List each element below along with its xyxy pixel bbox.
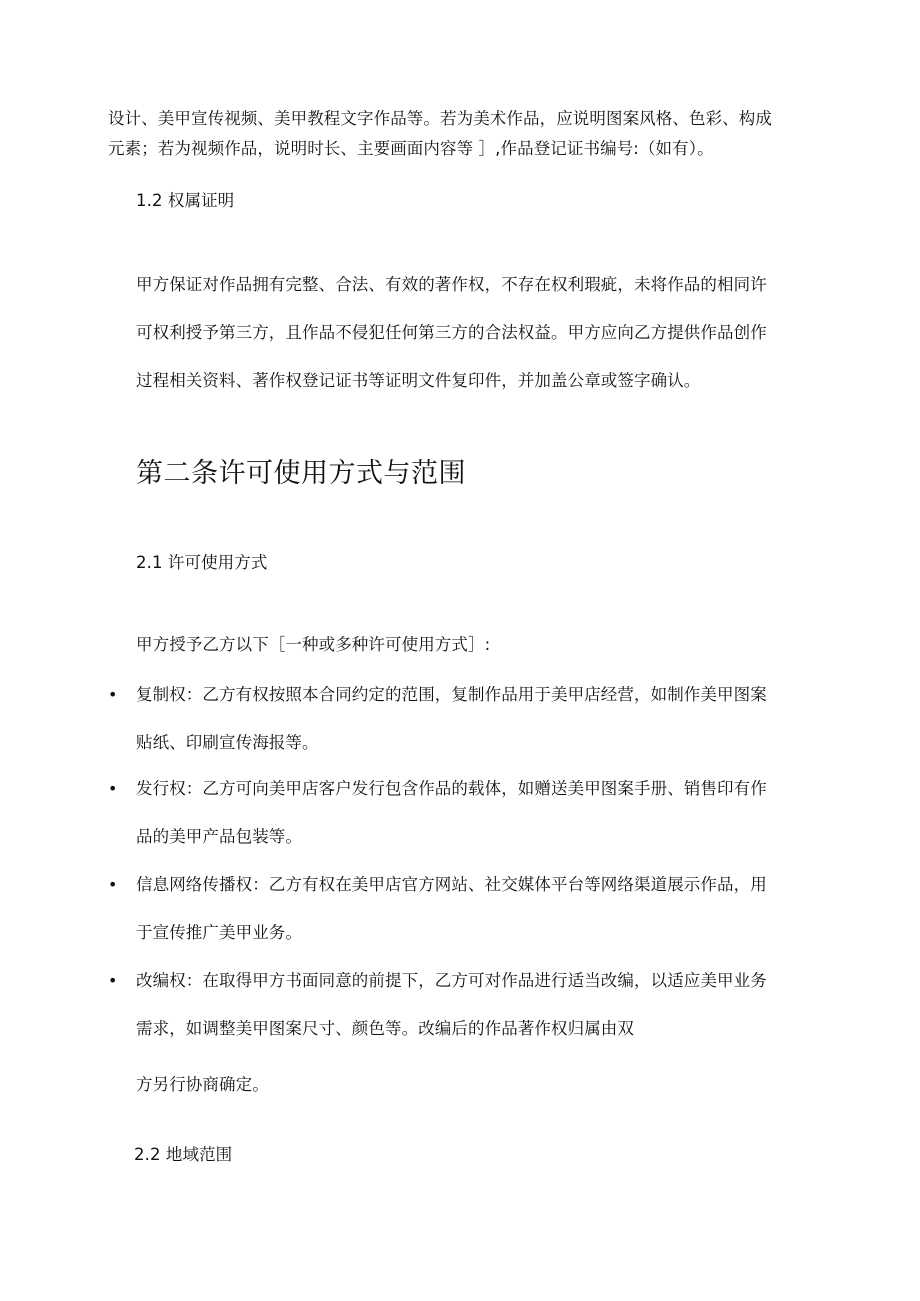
list-item-line: 需求，如调整美甲图案尺寸、颜色等。改编后的作品著作权归属由双 <box>136 1019 634 1038</box>
list-item-line: 复制权：乙方有权按照本合同约定的范围，复制作品用于美甲店经营，如制作美甲图案 <box>136 685 767 704</box>
list-item-line: 改编权：在取得甲方书面同意的前提下，乙方可对作品进行适当改编，以适应美甲业务 <box>136 971 767 990</box>
section-lead: 甲方授予乙方以下［一种或多种许可使用方式］: <box>136 635 491 654</box>
section-title-2-1: 2.1 许可使用方式 <box>136 553 268 572</box>
bullet-icon: • <box>108 875 118 894</box>
intro-line-2: 元素；若为视频作品，说明时长、主要画面内容等 ］,作品登记证书编号:（如有）。 <box>108 139 714 158</box>
section-title-2-2: 2.2 地域范围 <box>134 1145 233 1164</box>
list-item-line: 品的美甲产品包装等。 <box>136 827 302 846</box>
list-item-line: 于宣传推广美甲业务。 <box>136 923 302 942</box>
paragraph-line: 可权利授予第三方，且作品不侵犯任何第三方的合法权益。甲方应向乙方提供作品创作 <box>136 323 767 342</box>
paragraph-line: 甲方保证对作品拥有完整、合法、有效的著作权，不存在权利瑕疵，未将作品的相同许 <box>136 275 767 294</box>
bullet-icon: • <box>108 779 118 798</box>
article-heading: 第二条许可使用方式与范围 <box>136 458 466 489</box>
list-item-line: 发行权：乙方可向美甲店客户发行包含作品的载体，如赠送美甲图案手册、销售印有作 <box>136 779 767 798</box>
paragraph-line: 过程相关资料、著作权登记证书等证明文件复印件，并加盖公章或签字确认。 <box>136 371 701 390</box>
section-title-1-2: 1.2 权属证明 <box>136 191 235 210</box>
list-item-line: 方另行协商确定。 <box>136 1075 269 1094</box>
intro-line-1: 设计、美甲宣传视频、美甲教程文字作品等。若为美术作品，应说明图案风格、色彩、构成 <box>108 109 772 128</box>
list-item-line: 贴纸、印刷宣传海报等。 <box>136 733 319 752</box>
bullet-icon: • <box>108 971 118 990</box>
list-item-line: 信息网络传播权：乙方有权在美甲店官方网站、社交媒体平台等网络渠道展示作品，用 <box>136 875 767 894</box>
bullet-icon: • <box>108 685 118 704</box>
